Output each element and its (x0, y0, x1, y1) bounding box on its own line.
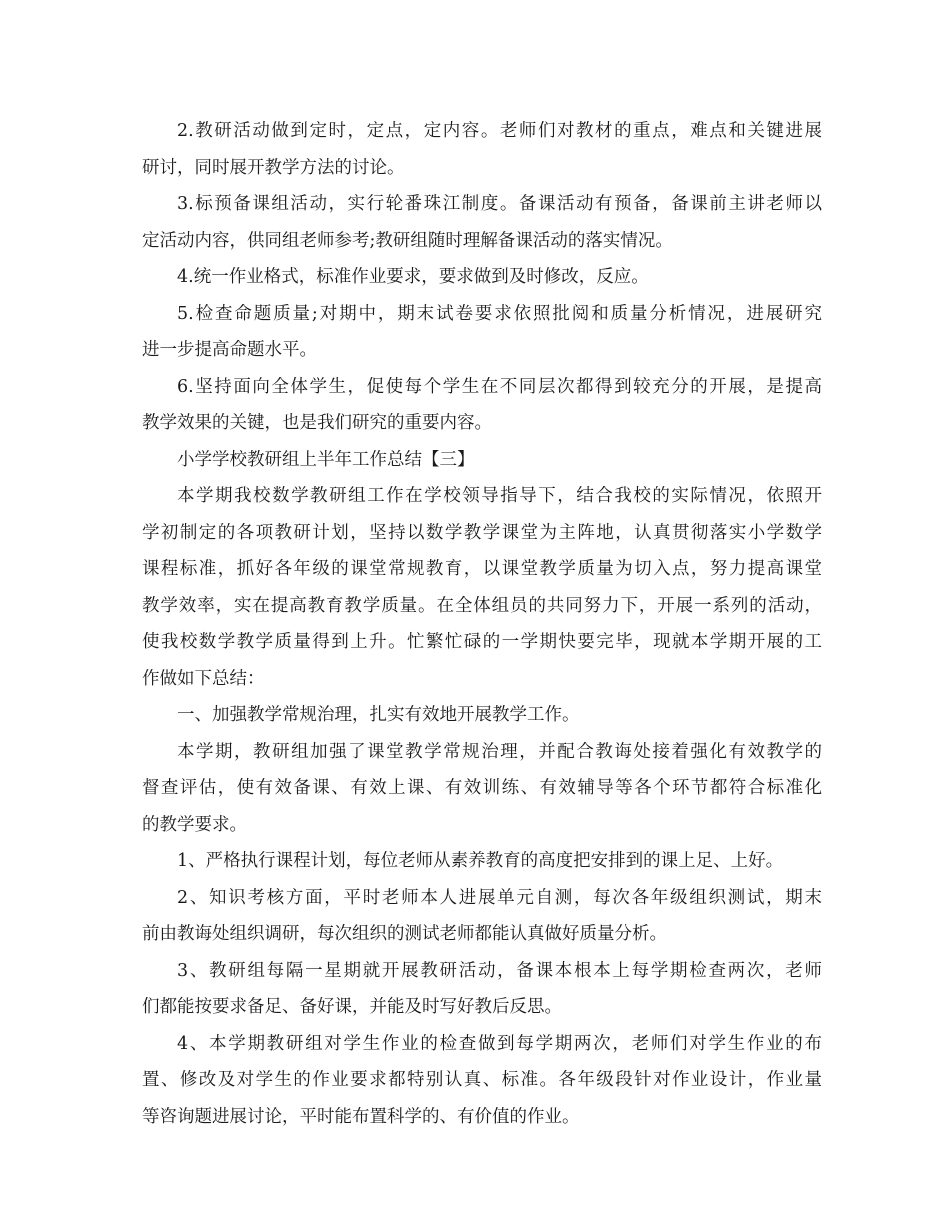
paragraph (142, 734, 822, 844)
paragraph-line: 本学期我校数学教研组工作在学校领导指导下，结合我校的实际情况，依照开 (177, 486, 822, 506)
paragraph-line: 5.检查命题质量;对期中，期末试卷要求依照批阅和质量分析情况，进展研究 (177, 303, 822, 324)
paragraph (142, 478, 822, 697)
paragraph-line: 课程标准，抓好各年级的课堂常规教育，以课堂教学质量为切入点，努力提高课堂 (142, 559, 822, 579)
paragraph-line: 6.坚持面向全体学生，促使每个学生在不同层次都得到较充分的开展，是提高 (177, 376, 822, 397)
paragraph-line: 督查评估，使有效备课、有效上课、有效训练、有效辅导等各个环节都符合标准化 (142, 778, 822, 798)
paragraph (142, 296, 822, 369)
paragraph-line: 3、教研组每隔一星期就开展教研活动，备课本根本上每学期检查两次，老师 (177, 960, 822, 981)
paragraph-line: 使我校数学教学质量得到上升。忙繁忙碌的一学期快要完毕，现就本学期开展的工 (142, 632, 822, 652)
paragraph-line: 4.统一作业格式，标准作业要求，要求做到及时修改，反应。 (177, 267, 649, 287)
paragraph-line: 一、加强教学常规治理，扎实有效地开展教学工作。 (177, 705, 580, 725)
paragraph-line: 学初制定的各项教研计划，坚持以数学教学课堂为主阵地，认真贯彻落实小学数学 (142, 522, 822, 543)
paragraph (142, 880, 822, 953)
paragraph-line: 作做如下总结： (142, 668, 265, 689)
paragraph (142, 113, 822, 186)
paragraph (142, 697, 822, 734)
paragraph-line: 等咨询题进展讨论，平时能布置科学的、有价值的作业。 (142, 1106, 580, 1127)
paragraph-line: 2.教研活动做到定时，定点，定内容。老师们对教材的重点，难点和关键进展 (177, 121, 822, 141)
paragraph-line: 教学效果的关键，也是我们研究的重要内容。 (142, 413, 492, 433)
paragraph-line: 前由教诲处组织调研，每次组织的测试老师都能认真做好质量分析。 (142, 924, 667, 944)
paragraph-line: 们都能按要求备足、备好课，并能及时写好教后反思。 (142, 997, 562, 1017)
paragraph-line: 1、严格执行课程计划，每位老师从素养教育的高度把安排到的课上足、上好。 (177, 851, 784, 871)
paragraph (142, 843, 822, 880)
paragraph (142, 369, 822, 442)
section-heading (142, 442, 822, 479)
paragraph-line: 2、知识考核方面，平时老师本人进展单元自测，每次各年级组织测试，期末 (177, 887, 822, 908)
paragraph-line: 定活动内容，供同组老师参考;教研组随时理解备课活动的落实情况。 (142, 230, 673, 251)
paragraph-line: 3.标预备课组活动，实行轮番珠江制度。备课活动有预备，备课前主讲老师以 (177, 194, 822, 214)
paragraph-line: 4、本学期教研组对学生作业的检查做到每学期两次，老师们对学生作业的布 (177, 1033, 822, 1054)
paragraph (142, 186, 822, 259)
document-body (142, 113, 822, 1135)
paragraph (142, 1026, 822, 1136)
paragraph-line: 置、修改及对学生的作业要求都特别认真、标准。各年级段针对作业设计，作业量 (142, 1070, 822, 1090)
paragraph-line: 教学效率，实在提高教育教学质量。在全体组员的共同努力下，开展一系列的活动， (142, 595, 822, 616)
paragraph-line: 进一步提高命题水平。 (142, 340, 317, 360)
paragraph (142, 953, 822, 1026)
paragraph-line: 小学学校教研组上半年工作总结【三】 (177, 449, 475, 470)
paragraph-line: 的教学要求。 (142, 814, 247, 835)
paragraph-line: 本学期，教研组加强了课堂教学常规治理，并配合教诲处接着强化有效教学的 (177, 741, 822, 762)
paragraph-line: 研讨，同时展开教学方法的讨论。 (142, 157, 405, 178)
paragraph (142, 259, 822, 296)
